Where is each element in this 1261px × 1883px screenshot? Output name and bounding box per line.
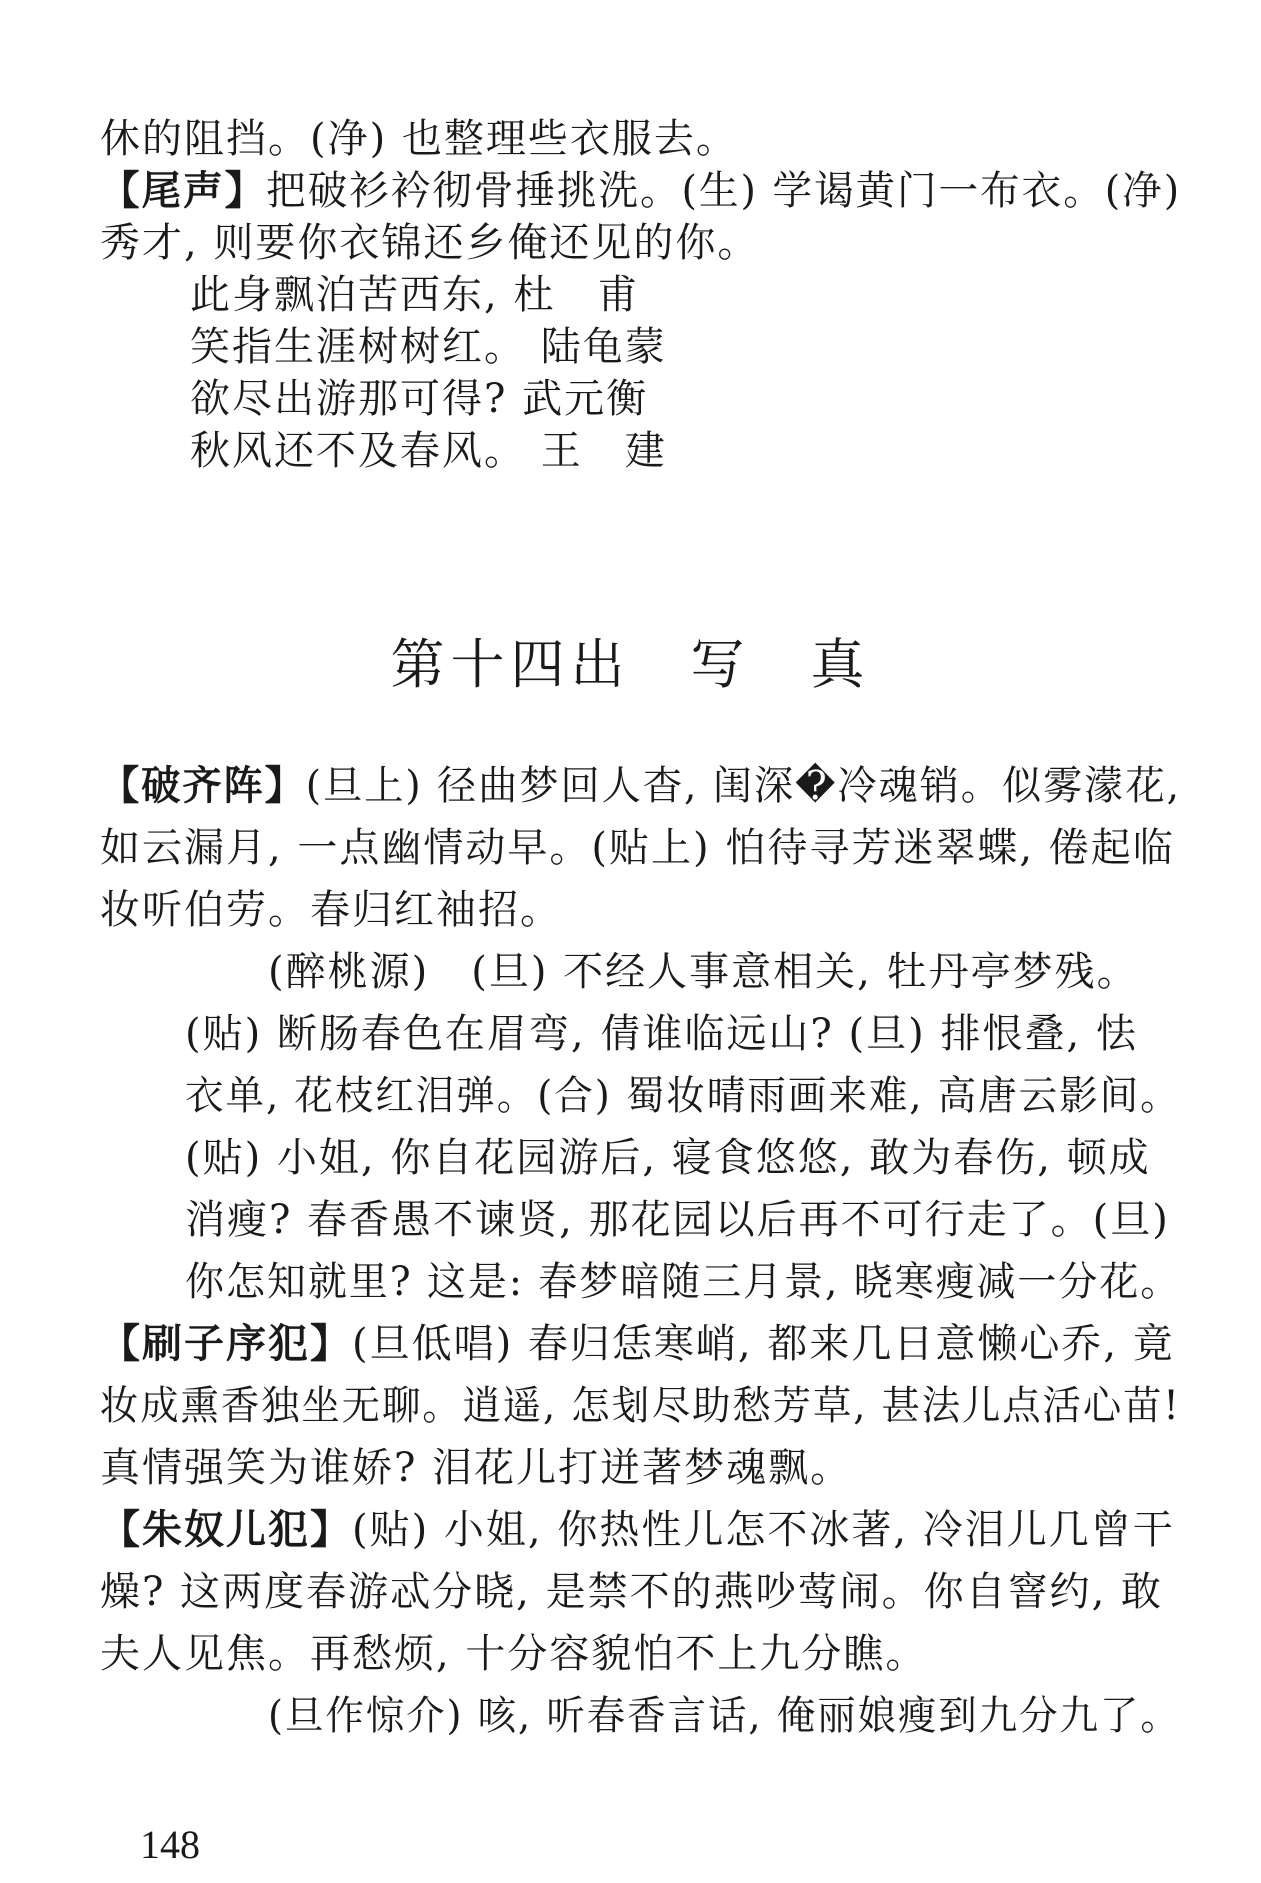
poem-verse: 欲尽出游那可得? <box>190 376 508 422</box>
page-number: 148 <box>140 1822 200 1867</box>
scene-line: (旦作惊介) 咳, 听春香言话, 俺丽娘瘦到九分九了。 <box>268 1693 1181 1739</box>
line-text: (旦上) 径曲梦回人杳, 闺深�冷魂销。似雾濛花, <box>305 763 1182 809</box>
scene-line: 如云漏月, 一点幽情动早。(贴上) 怕待寻芳迷翠蝶, 倦起临 <box>100 825 1175 871</box>
poem-verse: 秋风还不及春风。 <box>190 428 526 474</box>
line-text: (贴) 小姐, 你热性儿怎不冰著, 冷泪儿几曾干 <box>352 1507 1175 1553</box>
scene-line: 你怎知就里? 这是: 春梦暗随三月景, 晓寒瘦减一分花。 <box>185 1259 1182 1305</box>
tune-name: 【破齐阵】 <box>100 763 306 809</box>
poem-line <box>190 420 667 482</box>
poem-poet: 王 建 <box>540 428 667 474</box>
scene-line: (贴) 小姐, 你自花园游后, 寝食悠悠, 敢为春伤, 顿成 <box>185 1135 1151 1181</box>
scene-line <box>100 1499 1175 1561</box>
prev-line-3: 秀才, 则要你衣锦还乡俺还见的你。 <box>100 220 760 266</box>
scene-line: 消瘦? 春香愚不谏贤, 那花园以后再不可行走了。(旦) <box>185 1197 1170 1243</box>
line-text: (旦低唱) 春归恁寒峭, 都来几日意懒心乔, 竟 <box>352 1321 1175 1367</box>
poem-poet: 陆龟蒙 <box>540 324 667 370</box>
scene-line <box>100 1313 1175 1375</box>
tune-name: 【朱奴儿犯】 <box>100 1507 352 1553</box>
prev-line-1: 休的阻挡。(净) 也整理些衣服去。 <box>100 116 738 162</box>
coda-text: 把破衫衿彻骨捶挑洗。(生) 学谒黄门一布衣。(净) <box>266 168 1182 214</box>
poem-verse: 此身飘泊苦西东, <box>190 272 499 318</box>
scene-line: 妆听伯劳。春归红袖招。 <box>100 887 562 933</box>
scene-line: 妆成熏香独坐无聊。逍遥, 怎刬尽助愁芳草, 甚法儿点活心苗! <box>100 1383 1181 1429</box>
poem-poet: 武元衡 <box>522 376 649 422</box>
scene-line: 衣单, 花枝红泪弹。(合) 蜀妆晴雨画来难, 高唐云影间。 <box>185 1073 1181 1119</box>
scene-title: 第十四出 写 真 <box>390 633 871 696</box>
scene-line: (醉桃源) (旦) 不经人事意相关, 牡丹亭梦残。 <box>268 949 1139 995</box>
scene-line: 夫人见焦。再愁烦, 十分容貌怕不上九分瞧。 <box>100 1631 928 1677</box>
scene-line <box>100 755 1181 817</box>
tune-name: 【刷子序犯】 <box>100 1321 352 1367</box>
scene-line: 燥? 这两度春游忒分晓, 是禁不的燕吵莺闹。你自窨约, 敢 <box>100 1569 1164 1615</box>
tune-name: 【尾声】 <box>100 168 267 214</box>
poem-poet: 杜 甫 <box>513 272 640 318</box>
poem-verse: 笑指生涯树树红。 <box>190 324 526 370</box>
scene-line: 真情强笑为谁娇? 泪花儿打迸著梦魂飘。 <box>100 1445 853 1491</box>
scene-line: (贴) 断肠春色在眉弯, 倩谁临远山? (旦) 排恨叠, 怯 <box>185 1011 1138 1057</box>
